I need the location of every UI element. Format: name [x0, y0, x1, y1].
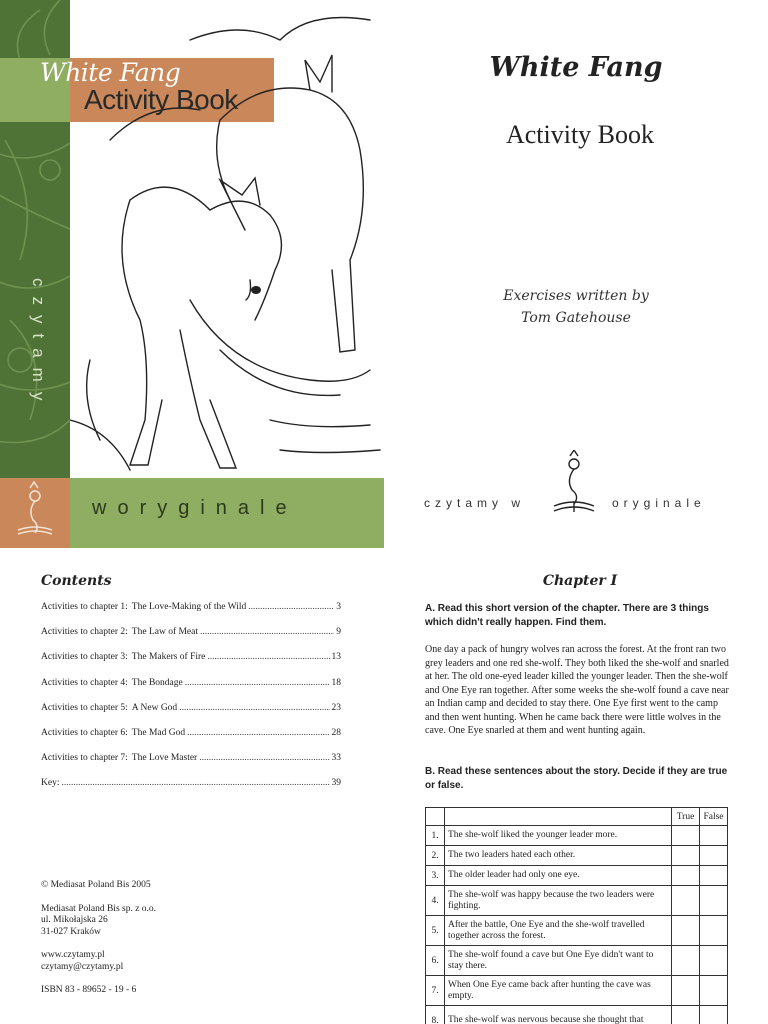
false-answer-cell[interactable] — [700, 946, 728, 976]
table-row — [426, 946, 728, 976]
toc-item — [41, 703, 341, 728]
cover-title-activity-book: Activity Book — [84, 84, 238, 115]
true-answer-cell[interactable] — [672, 826, 700, 846]
book-cover — [0, 0, 384, 548]
toc-item — [41, 728, 341, 753]
credit-line-1: Exercises written by — [503, 288, 649, 304]
toc-leader-dots — [61, 778, 329, 788]
table-header-row — [426, 808, 728, 826]
toc-label: Activities to chapter 7: — [41, 753, 128, 764]
toc-label: Activities to chapter 4: — [41, 677, 128, 688]
reader-logo-icon — [552, 450, 596, 516]
task-a-instruction: A. Read this short version of the chapter. There are 3 things which didn't really happen. Find them. — [425, 603, 709, 628]
title-page-subtitle: Activity Book — [505, 120, 655, 149]
row-number: 1. — [426, 826, 445, 846]
row-number: 6. — [426, 946, 445, 976]
cover-logo-box — [0, 478, 70, 548]
header-num-cell — [426, 808, 445, 826]
publisher-email: czytamy@czytamy.pl — [41, 961, 124, 972]
row-number: 5. — [426, 916, 445, 946]
header-true: True — [672, 808, 700, 826]
row-number: 4. — [426, 886, 445, 916]
row-number: 3. — [426, 866, 445, 886]
table-of-contents — [41, 602, 341, 804]
publisher-city: 31-027 Kraków — [41, 926, 101, 937]
true-answer-cell[interactable] — [672, 1006, 700, 1024]
credit-line-2: Tom Gatehouse — [521, 310, 631, 326]
toc-page-number: 39 — [331, 778, 341, 789]
false-answer-cell[interactable] — [700, 866, 728, 886]
toc-page-number: 23 — [331, 702, 341, 713]
true-answer-cell[interactable] — [672, 916, 700, 946]
toc-page-number: 3 — [336, 602, 341, 612]
table-row — [426, 886, 728, 916]
toc-page-number: 13 — [331, 652, 341, 663]
publisher-website: www.czytamy.pl — [41, 950, 105, 960]
publisher-company: Mediasat Poland Bis sp. z o.o. — [41, 903, 157, 914]
table-row — [426, 846, 728, 866]
table-row — [426, 976, 728, 1006]
header-false: False — [700, 808, 728, 826]
table-row — [426, 826, 728, 846]
toc-item — [41, 778, 341, 803]
toc-title: The Love-Making of the Wild — [131, 602, 247, 612]
toc-item — [41, 678, 341, 703]
false-answer-cell[interactable] — [700, 1006, 728, 1024]
row-statement: The she-wolf found a cave but One Eye didn't want to stay there. — [445, 946, 672, 976]
chapter-heading: Chapter I — [542, 573, 618, 589]
toc-item — [41, 753, 341, 778]
false-answer-cell[interactable] — [700, 846, 728, 866]
row-statement: The she-wolf was nervous because she thought that — [445, 1006, 672, 1024]
table-row — [426, 866, 728, 886]
false-answer-cell[interactable] — [700, 916, 728, 946]
toc-label: Activities to chapter 5: — [41, 702, 128, 713]
toc-item — [41, 602, 341, 627]
toc-title: The Law of Meat — [131, 627, 199, 638]
toc-page-number: 9 — [336, 627, 341, 638]
row-statement: The two leaders hated each other. — [445, 846, 672, 866]
toc-label: Activities to chapter 3: — [41, 652, 128, 663]
false-answer-cell[interactable] — [700, 886, 728, 916]
publisher-info — [41, 880, 156, 997]
task-b-instruction: B. Read these sentences about the story. Decide if they are true or false. — [425, 766, 728, 791]
toc-title: The Bondage — [131, 677, 183, 688]
toc-title: The Mad God — [131, 727, 186, 738]
toc-page-number: 28 — [331, 727, 341, 738]
table-row — [426, 1006, 728, 1024]
title-page-title: White Fang — [489, 52, 663, 83]
publisher-logo-text-left: czytamy w — [424, 496, 526, 510]
toc-label: Activities to chapter 1: — [41, 602, 128, 612]
true-answer-cell[interactable] — [672, 946, 700, 976]
toc-label: Activities to chapter 2: — [41, 627, 128, 638]
publisher-logo-text-right: oryginale — [612, 496, 706, 510]
reader-logo-icon — [0, 478, 70, 548]
table-row — [426, 916, 728, 946]
row-statement: When One Eye came back after hunting the cave was empty. — [445, 976, 672, 1006]
toc-title: A New God — [131, 702, 178, 713]
toc-leader-dots — [207, 652, 329, 662]
toc-label: Activities to chapter 6: — [41, 727, 128, 738]
toc-leader-dots — [187, 728, 329, 738]
toc-leader-dots — [185, 678, 330, 688]
toc-leader-dots — [248, 602, 334, 612]
copyright-line: © Mediasat Poland Bis 2005 — [41, 880, 151, 890]
cover-title-white-fang: White Fang — [40, 58, 181, 87]
story-paragraph: One day a pack of hungry wolves ran across the forest. At the front ran two grey leaders and one red she-wolf. They both liked the she-wolf and snarled at her. The old one-eyed leader killed the younger leader. Then the she-wolf and One Eye ran together. After some weeks the she-wolf found a cave near an Indian camp and decided to stay there. One Eye first went to the camp and then went hunting. When he came back there were little wolves in the cave. One Eye snarled at them and went hunting again. — [425, 644, 729, 736]
toc-leader-dots — [179, 703, 329, 713]
toc-item — [41, 627, 341, 652]
row-number: 2. — [426, 846, 445, 866]
isbn: ISBN 83 - 89652 - 19 - 6 — [41, 985, 137, 995]
row-statement: The older leader had only one eye. — [445, 866, 672, 886]
cover-vertical-brand: czytamy — [29, 278, 48, 411]
false-answer-cell[interactable] — [700, 826, 728, 846]
true-answer-cell[interactable] — [672, 866, 700, 886]
true-answer-cell[interactable] — [672, 976, 700, 1006]
toc-title: The Love Master — [131, 753, 198, 764]
cover-bottom-brand: woryginale — [92, 497, 298, 519]
true-answer-cell[interactable] — [672, 886, 700, 916]
toc-item — [41, 652, 341, 677]
toc-page-number: 33 — [331, 753, 341, 764]
toc-leader-dots — [200, 627, 334, 637]
contents-heading: Contents — [41, 573, 112, 589]
toc-page-number: 18 — [331, 677, 341, 688]
row-number: 7. — [426, 976, 445, 1006]
false-answer-cell[interactable] — [700, 976, 728, 1006]
true-answer-cell[interactable] — [672, 846, 700, 866]
header-statement-cell — [445, 808, 672, 826]
row-statement: The she-wolf liked the younger leader more. — [445, 826, 672, 846]
true-false-table — [425, 807, 728, 1024]
row-statement: The she-wolf was happy because the two leaders were fighting. — [445, 886, 672, 916]
row-statement: After the battle, One Eye and the she-wolf travelled together across the forest. — [445, 916, 672, 946]
toc-title: The Makers of Fire — [131, 652, 206, 663]
row-number: 8. — [426, 1006, 445, 1024]
toc-leader-dots — [199, 753, 329, 763]
publisher-street: ul. Mikołajska 26 — [41, 915, 108, 925]
toc-label: Key: — [41, 778, 60, 789]
title-page-credit — [384, 285, 768, 329]
